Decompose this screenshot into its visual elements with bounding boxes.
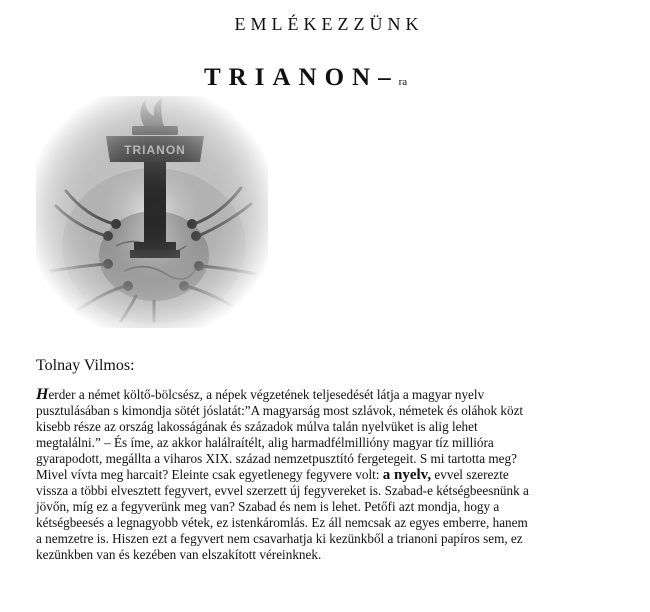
body-line-1-text: erder a német költő-bölcsész, a népek végzetének teljesedését látja a magyar nyelv: [48, 387, 485, 402]
body-line-7: vissza a többi elvesztett fegyvert, evvel szerzett új fegyvereket is. Szabad-e kétségbeesnünk a: [36, 483, 529, 498]
body-line-3: kisebb része az ország lakosságának és századok múlva talán nyelvüket is alig lehet: [36, 419, 478, 434]
body-line-6-a: Mivel vívta meg harcait? Eleinte csak egyetlenegy fegyvere volt:: [36, 467, 383, 482]
header-dash: –: [378, 64, 399, 91]
header-emlekezzunk: EMLÉKEZZÜNK: [234, 14, 424, 34]
body-line-10: a nemzetre is. Hiszen ezt a fegyvert nem csavarhatja ki kezünkből a trianoni papíros sem, ez: [36, 531, 523, 546]
body-line-8: jövőn, míg ez a fegyverünk meg van? Szabad és nem is lehet. Petőfi azt mondja, hogy a: [36, 499, 500, 514]
body-line-1: [36, 387, 626, 403]
body-line-2: pusztulásában s kimondja sötét jóslatát:”A magyarság most szlávok, németek és oláhok közt: [36, 403, 524, 418]
article-body: [36, 387, 626, 563]
drop-letter: H: [36, 386, 49, 403]
body-line-6: [36, 467, 626, 483]
header-suffix: ra: [398, 76, 408, 88]
body-line-4: megtalálni.” – És íme, az akkor halálraítélt, alig harmadfélmillióny magyar tíz millióra: [36, 435, 494, 450]
body-line-9: kétségbeesés a legnagyobb vétek, ez istenkáromlás. Ez áll nemcsak az egyes emberre, hanem: [36, 515, 528, 530]
header-trianon: [204, 64, 407, 92]
author-name: Tolnay Vilmos:: [36, 357, 135, 374]
bold-phrase: a nyelv,: [382, 467, 432, 483]
body-line-6-b: evvel szerezte: [431, 467, 509, 482]
body-line-5: gyarapodott, megállta a viharos XIX. század nemzetpusztító fergetegeit. S mi tartotta meg?: [36, 451, 517, 466]
trianon-emblem-icon: [36, 96, 268, 328]
header-trianon-word: TRIANON: [204, 64, 379, 91]
body-line-11: kezünkben van és kezében van elszakított véreinknek.: [36, 547, 322, 562]
